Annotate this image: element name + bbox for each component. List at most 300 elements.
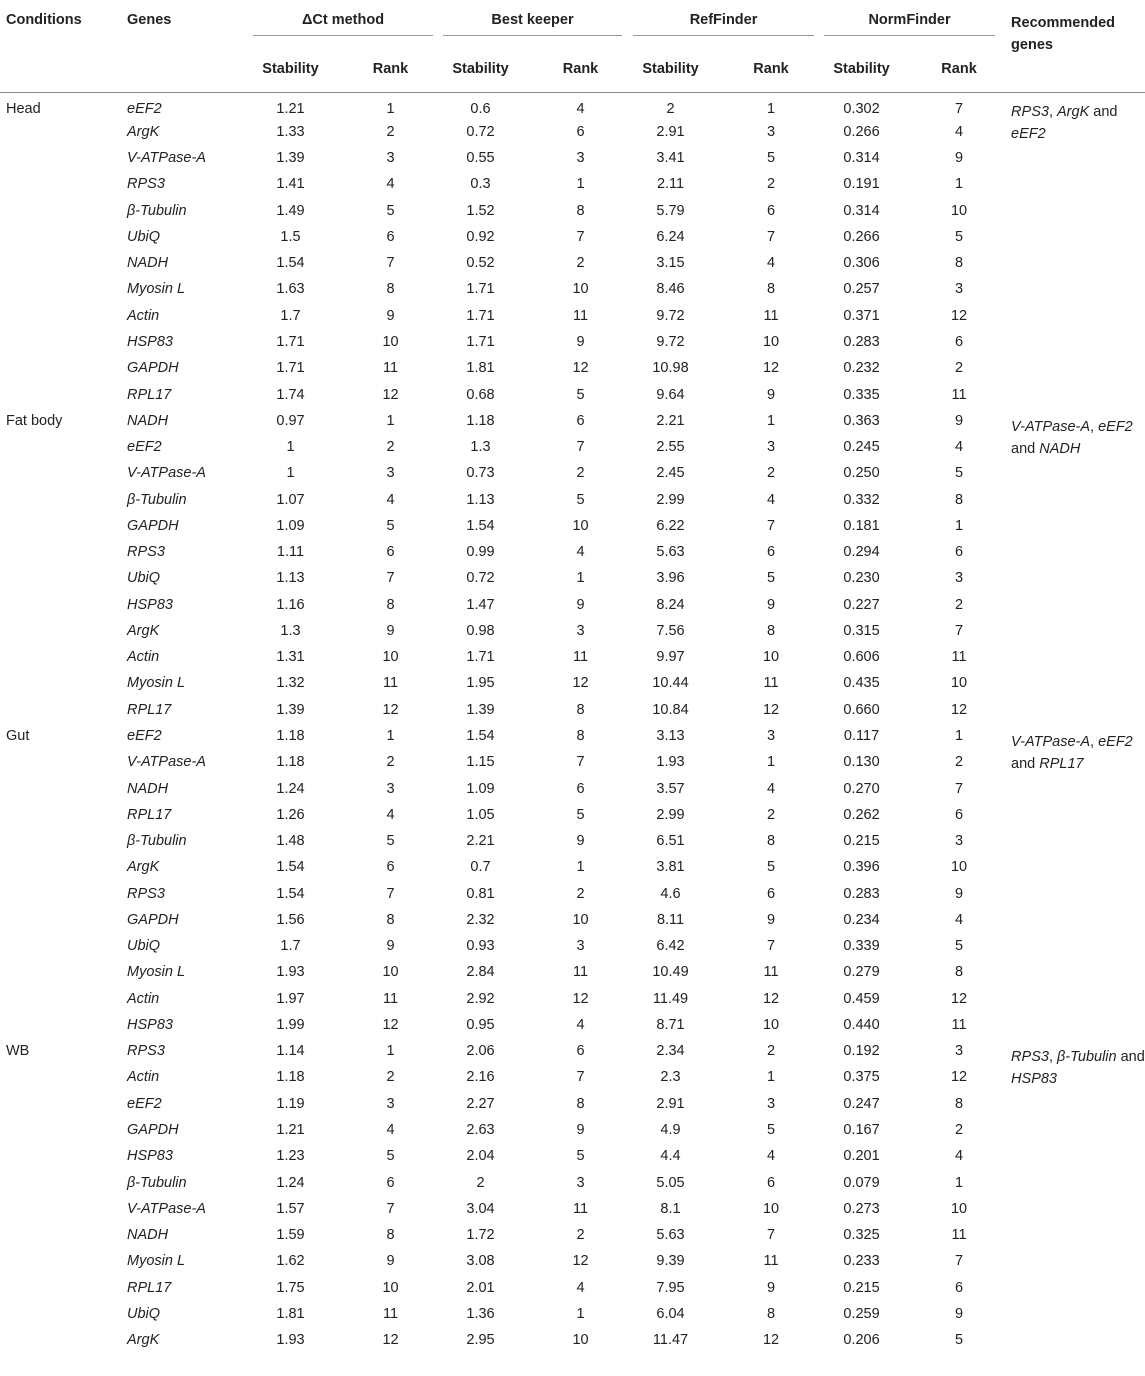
- stability-value: 10.44: [652, 675, 689, 692]
- stability-value: 0.95: [466, 1016, 495, 1033]
- stability-value: 2.91: [656, 123, 685, 140]
- stability-value: 1.75: [276, 1279, 305, 1296]
- stability-value: 11.47: [652, 1332, 689, 1349]
- table-row: [0, 93, 1145, 119]
- stability-value: 2.06: [466, 1043, 495, 1060]
- recommended-gene-name: HSP83: [1011, 1071, 1057, 1088]
- condition-empty-cell: [0, 250, 126, 276]
- rank-value: 5: [386, 833, 395, 850]
- condition-empty-cell: [0, 1091, 126, 1117]
- stability-value: 0.93: [466, 938, 495, 955]
- recommended-empty-cell: [1009, 1248, 1145, 1274]
- stability-value: 0.117: [843, 728, 880, 744]
- table-row: [0, 907, 1145, 933]
- stability-value: 0.363: [843, 412, 880, 429]
- condition-empty-cell: [0, 644, 126, 670]
- table-row: [0, 119, 1145, 145]
- table-row: [0, 145, 1145, 171]
- stability-value: 0.7: [470, 859, 491, 876]
- rank-value: 11: [572, 1200, 589, 1217]
- stability-value: 0.98: [466, 622, 495, 639]
- rank-value: 9: [576, 1121, 585, 1138]
- table-row: [0, 224, 1145, 250]
- recommended-empty-cell: [1009, 329, 1145, 355]
- rank-value: 7: [576, 439, 585, 456]
- stability-value: 1.18: [276, 754, 305, 771]
- stability-value: 0.247: [843, 1095, 880, 1112]
- stability-value: 1.19: [276, 1095, 305, 1112]
- rank-value: 8: [955, 255, 964, 272]
- rank-value: 11: [382, 360, 399, 377]
- rank-value: 11: [572, 964, 589, 981]
- stability-value: 1.48: [276, 833, 305, 850]
- rank-value: 11: [572, 307, 589, 324]
- rank-value: 3: [955, 281, 964, 298]
- recommended-empty-cell: [1009, 1169, 1145, 1195]
- recommended-empty-cell: [1009, 986, 1145, 1012]
- table-row: [0, 854, 1145, 880]
- table-row: [0, 1196, 1145, 1222]
- rank-value: 10: [382, 1279, 399, 1296]
- rank-value: 5: [766, 150, 776, 167]
- gene-name: RPL17: [127, 1279, 172, 1296]
- rank-value: 5: [576, 806, 585, 823]
- rank-value: 1: [766, 754, 776, 771]
- rank-value: 12: [762, 990, 780, 1007]
- rank-value: 3: [955, 1043, 964, 1060]
- stability-value: 0.81: [466, 885, 495, 902]
- recommended-gene-name: RPL17: [1039, 755, 1084, 772]
- table-row: [0, 933, 1145, 959]
- rank-value: 3: [576, 150, 585, 167]
- recommended-separator: and: [1116, 1049, 1145, 1066]
- rank-value: 1: [955, 517, 964, 534]
- stability-value: 2.99: [656, 806, 685, 823]
- stability-value: 0.230: [843, 570, 880, 587]
- condition-empty-cell: [0, 959, 126, 985]
- rank-value: 7: [576, 1069, 585, 1086]
- condition-empty-cell: [0, 224, 126, 250]
- stability-value: 0.234: [843, 911, 880, 928]
- gene-name: NADH: [127, 780, 169, 797]
- gene-name: eEF2: [127, 1095, 162, 1112]
- recommended-empty-cell: [1009, 1301, 1145, 1327]
- stability-value: 2.95: [466, 1332, 495, 1349]
- recommended-empty-cell: [1009, 381, 1145, 407]
- stability-value: 2.21: [656, 412, 685, 429]
- gene-name: HSP83: [127, 1148, 173, 1165]
- stability-value: 6.51: [656, 833, 685, 850]
- recommended-gene-name: ArgK: [1057, 104, 1090, 120]
- rank-value: 12: [572, 675, 589, 692]
- stability-value: 1.13: [276, 570, 305, 587]
- table-row: [0, 539, 1145, 565]
- rank-value: 8: [766, 622, 776, 639]
- rank-value: 4: [955, 911, 964, 928]
- stability-value: 5.79: [656, 202, 685, 219]
- gene-name: ArgK: [127, 123, 160, 140]
- rank-value: 1: [955, 1174, 964, 1191]
- stability-value: 0.325: [843, 1227, 880, 1244]
- rank-value: 10: [762, 1016, 780, 1033]
- stability-value: 1.33: [276, 123, 305, 140]
- stability-value: 1.56: [276, 911, 305, 928]
- stability-value: 9.72: [656, 307, 685, 324]
- stability-value: 1.11: [276, 544, 305, 561]
- rank-value: 8: [955, 491, 964, 508]
- stability-value: 1.59: [276, 1227, 305, 1244]
- recommended-genes: [1009, 1038, 1145, 1117]
- rank-value: 9: [386, 307, 395, 324]
- stability-value: 1.57: [276, 1200, 305, 1217]
- recommended-empty-cell: [1009, 565, 1145, 591]
- rank-value: 12: [382, 386, 399, 403]
- rank-value: 1: [576, 1305, 585, 1322]
- recommended-empty-cell: [1009, 539, 1145, 565]
- rank-value: 5: [766, 859, 776, 876]
- stability-value: 0.283: [843, 334, 880, 351]
- stability-value: 0.201: [843, 1148, 880, 1165]
- gene-name: V-ATPase-A: [127, 754, 206, 771]
- stability-value: 0.294: [843, 544, 880, 561]
- recommended-separator: ,: [1090, 733, 1099, 750]
- recommended-gene-name: RPS3: [1011, 1049, 1049, 1066]
- stability-value: 9.64: [656, 386, 685, 403]
- rank-value: 9: [386, 938, 395, 955]
- rank-value: 6: [576, 412, 585, 429]
- recommended-empty-cell: [1009, 1327, 1145, 1353]
- rank-value: 7: [576, 228, 585, 245]
- gene-name: NADH: [127, 255, 169, 272]
- gene-name: eEF2: [127, 100, 162, 117]
- stability-value: 0.68: [466, 386, 495, 403]
- rank-value: 7: [955, 780, 964, 797]
- rank-value: 9: [766, 1279, 776, 1296]
- condition-empty-cell: [0, 592, 126, 618]
- rank-value: 9: [386, 1253, 395, 1270]
- stability-value: 6.22: [656, 517, 685, 534]
- stability-value: 1.93: [276, 1332, 305, 1349]
- recommended-empty-cell: [1009, 959, 1145, 985]
- subheader-rank: Rank: [941, 60, 977, 77]
- table-row: [0, 1274, 1145, 1300]
- condition-empty-cell: [0, 1169, 126, 1195]
- recommended-separator: and: [1011, 755, 1040, 772]
- rank-value: 2: [386, 439, 395, 456]
- stability-value: 1.81: [466, 360, 495, 377]
- rank-value: 6: [766, 1174, 776, 1191]
- condition-empty-cell: [0, 802, 126, 828]
- rank-value: 1: [576, 859, 585, 876]
- gene-name: Myosin L: [127, 964, 186, 981]
- rank-value: 7: [955, 622, 964, 639]
- rank-value: 7: [955, 100, 964, 117]
- stability-value: 0.266: [843, 228, 880, 245]
- header-genes: Genes: [127, 12, 172, 28]
- table-row: [0, 381, 1145, 407]
- stability-value: 0.97: [276, 412, 305, 429]
- rank-value: 4: [955, 123, 964, 140]
- stability-value: 1.39: [276, 701, 305, 718]
- stability-value: 1.18: [276, 728, 305, 744]
- condition-empty-cell: [0, 460, 126, 486]
- rank-value: 2: [576, 1227, 585, 1244]
- rank-value: 10: [572, 911, 589, 928]
- stability-value: 1.54: [276, 859, 305, 876]
- gene-name: RPL17: [127, 386, 172, 403]
- stability-value: 1.21: [276, 1121, 305, 1138]
- stability-value: 1.41: [276, 176, 305, 193]
- gene-name: Actin: [127, 307, 160, 324]
- rank-value: 1: [766, 1069, 776, 1086]
- table-row: [0, 1038, 1145, 1064]
- stability-value: 1.23: [276, 1148, 305, 1165]
- table-row: [0, 670, 1145, 696]
- recommended-gene-name: eEF2: [1098, 733, 1133, 750]
- gene-name: ArgK: [127, 1332, 160, 1349]
- rank-value: 11: [951, 1016, 967, 1033]
- stability-value: 1.24: [276, 1174, 305, 1191]
- stability-value: 1.7: [280, 307, 301, 324]
- rank-value: 11: [382, 990, 399, 1007]
- table-body: [0, 93, 1145, 1354]
- recommended-gene-name: eEF2: [1098, 418, 1133, 435]
- rank-value: 7: [386, 1200, 395, 1217]
- condition-empty-cell: [0, 198, 126, 224]
- stability-value: 1.54: [466, 517, 495, 534]
- table-row: [0, 828, 1145, 854]
- stability-value: 11.49: [652, 990, 689, 1007]
- table-row: [0, 802, 1145, 828]
- subheader-stability: Stability: [833, 60, 890, 77]
- stability-value: 0.396: [843, 859, 880, 876]
- rank-value: 6: [386, 859, 395, 876]
- rank-value: 3: [766, 728, 776, 744]
- gene-name: ArgK: [127, 859, 160, 876]
- rank-value: 4: [576, 1279, 585, 1296]
- header-conditions: Conditions: [6, 12, 82, 28]
- rank-value: 3: [766, 1095, 776, 1112]
- gene-name: β-Tubulin: [127, 202, 187, 219]
- table-row: [0, 723, 1145, 749]
- stability-value: 0.99: [466, 544, 495, 561]
- stability-value: 1.09: [276, 517, 305, 534]
- gene-name: V-ATPase-A: [127, 465, 206, 482]
- rank-value: 3: [766, 439, 776, 456]
- condition-empty-cell: [0, 933, 126, 959]
- rank-value: 4: [766, 491, 776, 508]
- stability-value: 1.21: [276, 100, 305, 117]
- rank-value: 12: [382, 1016, 399, 1033]
- recommended-empty-cell: [1009, 880, 1145, 906]
- rank-value: 6: [766, 885, 776, 902]
- rank-value: 12: [382, 1332, 399, 1349]
- stability-value: 2.3: [660, 1069, 681, 1086]
- gene-name: β-Tubulin: [127, 833, 187, 850]
- condition-empty-cell: [0, 513, 126, 539]
- stability-value: 2.04: [466, 1148, 495, 1165]
- table-row: [0, 986, 1145, 1012]
- stability-value: 9.97: [656, 649, 685, 666]
- rank-value: 9: [766, 596, 776, 613]
- subheader-rank: Rank: [562, 60, 599, 77]
- recommended-empty-cell: [1009, 486, 1145, 512]
- stability-value: 2.84: [466, 964, 495, 981]
- stability-value: 0.273: [843, 1200, 880, 1217]
- stability-value: 0.92: [466, 228, 495, 245]
- rank-value: 10: [950, 202, 968, 219]
- condition-empty-cell: [0, 1327, 126, 1353]
- rank-value: 1: [766, 100, 776, 117]
- table-row: [0, 276, 1145, 302]
- recommended-empty-cell: [1009, 250, 1145, 276]
- rank-value: 6: [766, 544, 776, 561]
- rank-value: 4: [766, 1148, 776, 1165]
- gene-name: NADH: [127, 412, 169, 429]
- stability-value: 1.74: [276, 386, 305, 403]
- table-row: [0, 250, 1145, 276]
- rank-value: 9: [955, 1305, 964, 1322]
- stability-value: 0.371: [843, 307, 880, 324]
- gene-name: Myosin L: [127, 675, 186, 692]
- recommended-gene-name: NADH: [1039, 440, 1081, 457]
- gene-name: Myosin L: [127, 1253, 186, 1270]
- gene-name: RPL17: [127, 701, 172, 718]
- table-row: [0, 1248, 1145, 1274]
- rank-value: 6: [386, 228, 395, 245]
- gene-name: RPS3: [127, 544, 165, 561]
- rank-value: 3: [576, 1174, 585, 1191]
- table-row: [0, 1143, 1145, 1169]
- condition-label: Fat body: [6, 412, 63, 429]
- stability-value: 0.335: [843, 386, 880, 403]
- rank-value: 2: [955, 596, 964, 613]
- stability-value: 1.93: [276, 964, 305, 981]
- gene-name: RPL17: [127, 806, 172, 823]
- stability-value: 1.31: [276, 649, 305, 666]
- stability-value: 3.96: [656, 570, 685, 587]
- rank-value: 1: [386, 1043, 395, 1060]
- condition-empty-cell: [0, 1222, 126, 1248]
- stability-value: 1.71: [276, 334, 305, 351]
- table-row: [0, 486, 1145, 512]
- condition-empty-cell: [0, 145, 126, 171]
- stability-value: 1.15: [466, 754, 495, 771]
- stability-value: 0.233: [843, 1253, 880, 1270]
- stability-value: 6.04: [656, 1305, 685, 1322]
- stability-value: 0.232: [843, 360, 880, 377]
- stability-value: 2.01: [466, 1279, 495, 1296]
- stability-value: 1.32: [276, 675, 305, 692]
- stability-value: 1.63: [276, 281, 305, 298]
- condition-empty-cell: [0, 1143, 126, 1169]
- stability-value: 1.99: [276, 1016, 305, 1033]
- rank-value: 1: [576, 176, 585, 193]
- recommended-genes: [1009, 723, 1145, 802]
- recommended-gene-name: RPS3: [1011, 104, 1049, 120]
- recommended-separator: ,: [1090, 418, 1099, 435]
- gene-name: GAPDH: [127, 911, 179, 928]
- rank-value: 5: [386, 517, 395, 534]
- condition-empty-cell: [0, 119, 126, 145]
- rank-value: 11: [763, 964, 779, 981]
- stability-value: 1.97: [276, 990, 305, 1007]
- rank-value: 1: [576, 570, 585, 587]
- condition-empty-cell: [0, 775, 126, 801]
- subheader-stability: Stability: [262, 60, 319, 77]
- rank-value: 6: [955, 544, 964, 561]
- rank-value: 10: [950, 675, 968, 692]
- stability-value: 7.56: [656, 622, 685, 639]
- stability-value: 0.6: [470, 100, 491, 117]
- stability-value: 8.71: [656, 1016, 685, 1033]
- stability-value: 1.54: [276, 255, 305, 272]
- stability-value: 2.21: [466, 833, 495, 850]
- gene-name: RPS3: [127, 176, 165, 193]
- rank-value: 5: [576, 1148, 585, 1165]
- rank-value: 10: [572, 517, 589, 534]
- stability-value: 0.191: [843, 176, 880, 193]
- stability-value: 0.459: [843, 990, 880, 1007]
- rank-value: 6: [576, 780, 585, 797]
- rank-value: 4: [386, 491, 395, 508]
- rank-value: 5: [576, 386, 585, 403]
- condition-empty-cell: [0, 1301, 126, 1327]
- rank-value: 4: [766, 255, 776, 272]
- rank-value: 8: [766, 1305, 776, 1322]
- stability-value: 3.57: [656, 780, 685, 797]
- rank-value: 2: [766, 465, 776, 482]
- stability-value: 0.375: [843, 1069, 880, 1086]
- table-row: [0, 434, 1145, 460]
- recommended-separator: ,: [1048, 104, 1057, 120]
- gene-name: β-Tubulin: [127, 1174, 187, 1191]
- gene-name: NADH: [127, 1227, 169, 1244]
- table-row: [0, 408, 1145, 434]
- stability-value: 2.92: [466, 990, 495, 1007]
- stability-value: 3.04: [466, 1200, 495, 1217]
- rank-value: 1: [386, 728, 395, 744]
- rank-value: 1: [955, 728, 964, 744]
- rank-value: 4: [386, 1121, 395, 1138]
- recommended-gene-name: V-ATPase-A: [1011, 733, 1091, 750]
- condition-empty-cell: [0, 434, 126, 460]
- stability-value: 2.11: [656, 176, 685, 193]
- condition-empty-cell: [0, 1064, 126, 1090]
- stability-value: 1.18: [466, 412, 495, 429]
- table-row: [0, 171, 1145, 197]
- stability-value: 1.39: [466, 701, 495, 718]
- stability-value: 1.47: [466, 596, 495, 613]
- rank-value: 9: [955, 150, 964, 167]
- stability-value: 1.18: [276, 1069, 305, 1086]
- stability-value: 0.55: [466, 150, 495, 167]
- rank-value: 10: [382, 649, 399, 666]
- rank-value: 5: [386, 202, 395, 219]
- stability-value: 0.215: [843, 833, 880, 850]
- recommended-empty-cell: [1009, 854, 1145, 880]
- stability-value: 8.11: [656, 911, 685, 928]
- stability-value: 5.63: [656, 1227, 685, 1244]
- rank-value: 8: [576, 1095, 585, 1112]
- recommended-empty-cell: [1009, 802, 1145, 828]
- table-row: [0, 1327, 1145, 1353]
- stability-value: 10.84: [652, 701, 689, 718]
- stability-value: 1.26: [276, 806, 305, 823]
- rank-value: 6: [766, 202, 776, 219]
- condition-empty-cell: [0, 986, 126, 1012]
- stability-value: 1.71: [466, 334, 495, 351]
